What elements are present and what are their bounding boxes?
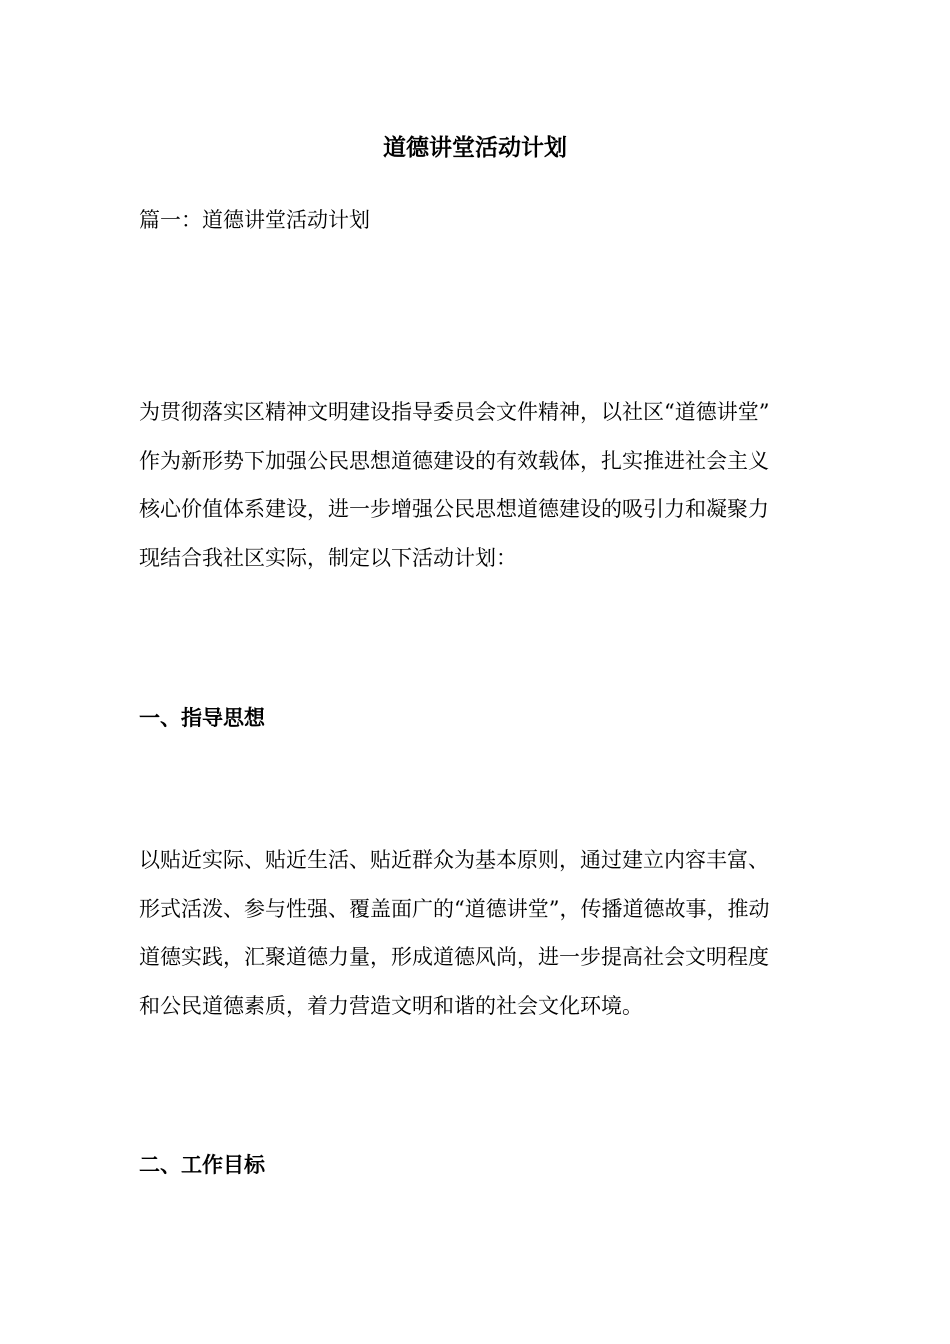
section-heading-work-goals: 二、工作目标: [139, 1152, 265, 1177]
document-title: 道德讲堂活动计划: [383, 135, 567, 161]
paragraph-line: 现结合我社区实际，制定以下活动计划：: [139, 545, 517, 570]
paragraph-line: 道德实践，汇聚道德力量，形成道德风尚，进一步提高社会文明程度: [139, 945, 769, 969]
paragraph-line: 和公民道德素质，着力营造文明和谐的社会文化环境。: [139, 993, 643, 1018]
paragraph-line: 为贯彻落实区精神文明建设指导委员会文件精神，以社区“道德讲堂”: [139, 400, 770, 424]
intro-paragraph: [139, 388, 829, 582]
section-heading-guiding-ideology: 一、指导思想: [139, 705, 265, 730]
paragraph-line: 形式活泼、参与性强、覆盖面广的“道德讲堂”，传播道德故事，推动: [139, 896, 770, 921]
document-subtitle: 篇一：道德讲堂活动计划: [139, 208, 370, 232]
paragraph-line: 核心价值体系建设，进一步增强公民思想道德建设的吸引力和凝聚力: [139, 497, 769, 521]
paragraph-line: 作为新形势下加强公民思想道德建设的有效载体，扎实推进社会主义: [139, 448, 769, 473]
guiding-ideology-paragraph: [139, 836, 829, 1030]
paragraph-line: 以贴近实际、贴近生活、贴近群众为基本原则，通过建立内容丰富、: [139, 848, 769, 872]
